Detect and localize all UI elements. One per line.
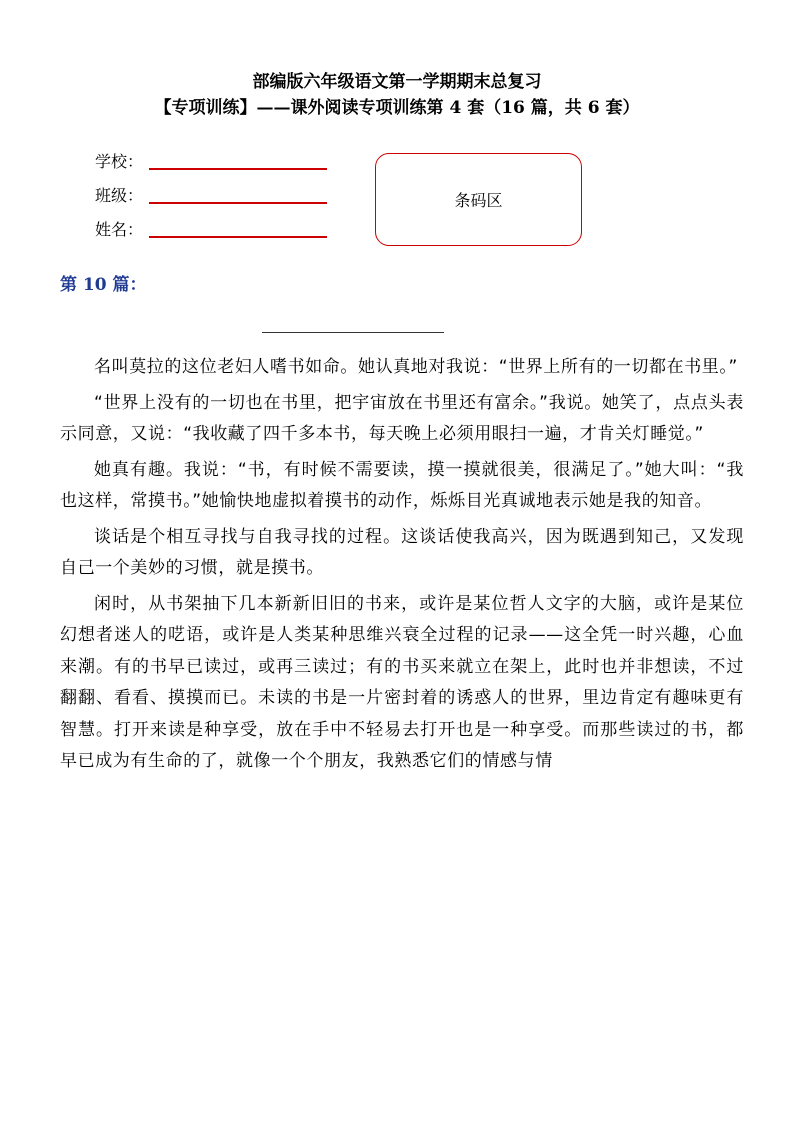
paragraph-5: 闲时，从书架抽下几本新新旧旧的书来，或许是某位哲人文字的大脑，或许是某位幻想者迷人的呓语，或许是人类某种思维兴衰全过程的记录——这全凭一时兴趣，心血来潮。有的书早已读过，或再三读过；有的书买来就立在架上，此时也并非想读，不过翻翻、看看、摸摸而已。未读的书是一片密封着的诱惑人的世界，里边肯定有趣味更有智慧。打开来读是种享受，放在手中不轻易去打开也是一种享受。而那些读过的书，都早已成为有生命的了，就像一个个朋友，我熟悉它们的情感与情 — [60, 593, 744, 771]
paragraph-4: 谈话是个相互寻找与自我寻找的过程。这谈话使我高兴，因为既遇到知己，又发现自己一个美妙的习惯，就是摸书。 — [60, 526, 744, 578]
page-title: 部编版六年级语文第一学期期末总复习 — [252, 72, 542, 92]
school-field[interactable] — [149, 150, 327, 170]
school-label: 学校： — [95, 152, 144, 171]
barcode-label: 条码区 — [454, 191, 503, 210]
name-field[interactable] — [149, 218, 327, 238]
page-subtitle: 【专项训练】——课外阅读专项训练第 4 套（16 篇，共 6 套） — [154, 98, 640, 118]
barcode-area — [375, 153, 582, 246]
school-row — [95, 142, 327, 172]
article-body — [60, 352, 744, 782]
article-title-blank[interactable] — [262, 316, 444, 333]
name-row — [95, 210, 327, 240]
paragraph-2: “世界上没有的一切也在书里，把宇宙放在书里还有富余。”我说。她笑了，点点头表示同意，又说：“我收藏了四千多本书，每天晚上必须用眼扫一遍，才肯关灯睡觉。” — [60, 392, 744, 444]
class-row — [95, 176, 327, 206]
name-label: 姓名： — [95, 220, 144, 239]
class-field[interactable] — [149, 184, 327, 204]
paragraph-3: 她真有趣。我说：“书，有时候不需要读，摸一摸就很美，很满足了。”她大叫：“我也这样，常摸书。”她愉快地虚拟着摸书的动作，烁烁目光真诚地表示她是我的知音。 — [60, 459, 744, 511]
paragraph-1: 名叫莫拉的这位老妇人嗜书如命。她认真地对我说：“世界上所有的一切都在书里。” — [94, 357, 738, 377]
section-heading: 第 10 篇： — [60, 275, 147, 295]
class-label: 班级： — [95, 186, 144, 205]
